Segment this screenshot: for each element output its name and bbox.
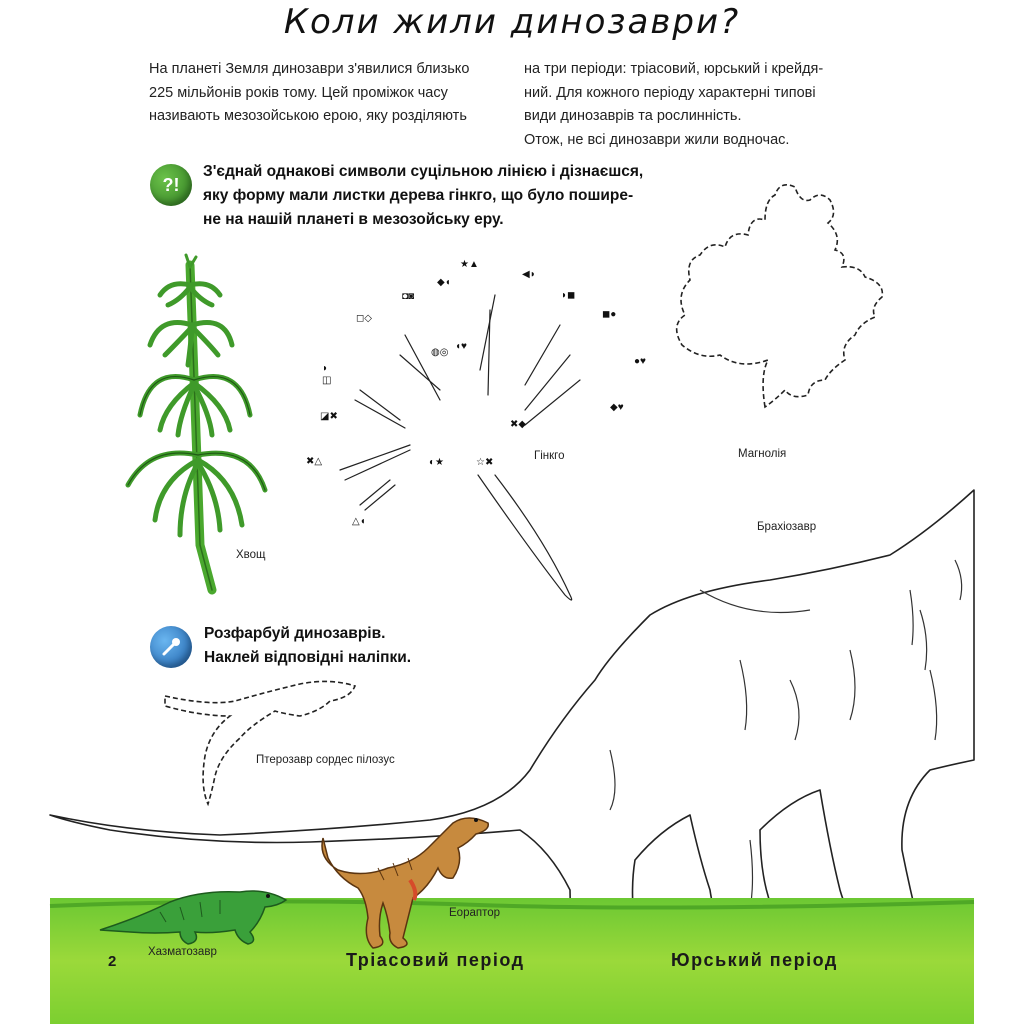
eoraptor-illustration — [318, 808, 493, 950]
icon-text: ?! — [162, 174, 180, 195]
intro-column-2 — [524, 58, 904, 152]
intro-line: види динозаврів та рослинність. — [524, 108, 742, 124]
dot-symbol: ◐★ — [429, 457, 445, 468]
label-eoraptor: Еораптор — [449, 907, 501, 919]
intro-line: на три періоди: тріасовий, юрський і крейдя- — [524, 61, 824, 77]
label-magnolia: Магнолія — [738, 448, 787, 460]
label-horsetail: Хвощ — [236, 549, 266, 561]
dot-symbol: ◀◗ — [522, 269, 536, 280]
task-line: Розфарбуй динозаврів. — [204, 625, 386, 642]
dot-symbol: ✖△ — [306, 456, 323, 467]
chasmatosaurus-illustration — [100, 882, 290, 948]
task-connect-dots — [203, 160, 723, 232]
dot-symbol: ◫ — [322, 375, 332, 386]
dot-symbol: ◗ — [322, 363, 329, 374]
dot-symbol: ◼● — [602, 309, 617, 320]
dot-symbol: ★▲ — [460, 259, 479, 270]
intro-line: ний. Для кожного періоду характерні типові — [524, 84, 816, 101]
magnolia-dashed-outline — [670, 175, 895, 420]
pterosaur-dashed-outline — [160, 676, 365, 806]
dot-symbol: ◖♥ — [455, 341, 467, 352]
intro-column-1 — [149, 58, 519, 129]
dot-symbol: ✖◆ — [510, 419, 527, 430]
label-chasmatosaurus: Хазматозавр — [148, 946, 217, 958]
intro-line: Отож, не всі динозаври жили водночас. — [524, 131, 790, 148]
dot-symbol: ◗◼ — [561, 290, 576, 301]
paintbrush-icon — [150, 626, 192, 668]
period-jurassic: Юрський період — [671, 950, 838, 970]
dot-symbol: ◆◖ — [437, 277, 451, 288]
dot-symbol: ◆♥ — [610, 402, 624, 413]
period-triassic: Тріасовий період — [346, 950, 525, 970]
task-line: Наклей відповідні наліпки. — [204, 649, 412, 666]
page-number: 2 — [108, 953, 117, 970]
intro-line: називають мезозойською ерою, яку розділяють — [149, 108, 467, 124]
question-exclamation-icon — [150, 164, 192, 206]
dot-symbol: △◖ — [352, 516, 366, 527]
label-pterosaur: Птерозавр сордес пілозус — [256, 754, 395, 766]
page-title: Коли жили динозаври? — [283, 2, 741, 42]
task-color-dinosaurs — [204, 622, 504, 670]
paintbrush-glyph — [160, 636, 182, 658]
intro-line: 225 мільйонів років тому. Цей проміжок часу — [149, 84, 448, 101]
dot-symbol: ◍◎ — [431, 347, 449, 358]
intro-line: На планеті Земля динозаври з'явилися близько — [149, 61, 470, 77]
task-line: яку форму мали листки дерева гінкго, що було пошире- — [203, 187, 634, 204]
dot-symbol: ◻◇ — [356, 313, 372, 324]
task-line: З'єднай однакові символи суцільною лінією і дізнаєшся, — [203, 163, 644, 180]
label-brachiosaurus: Брахіозавр — [757, 521, 817, 533]
dot-symbol: ◪✖ — [320, 411, 338, 422]
label-ginkgo: Гінкго — [534, 450, 565, 462]
dot-symbol: ●♥ — [634, 356, 646, 367]
dot-symbol: ☆✖ — [476, 457, 494, 468]
task-line: не на нашій планеті в мезозойську еру. — [203, 211, 504, 228]
dot-symbol: ◘◙ — [402, 291, 415, 302]
